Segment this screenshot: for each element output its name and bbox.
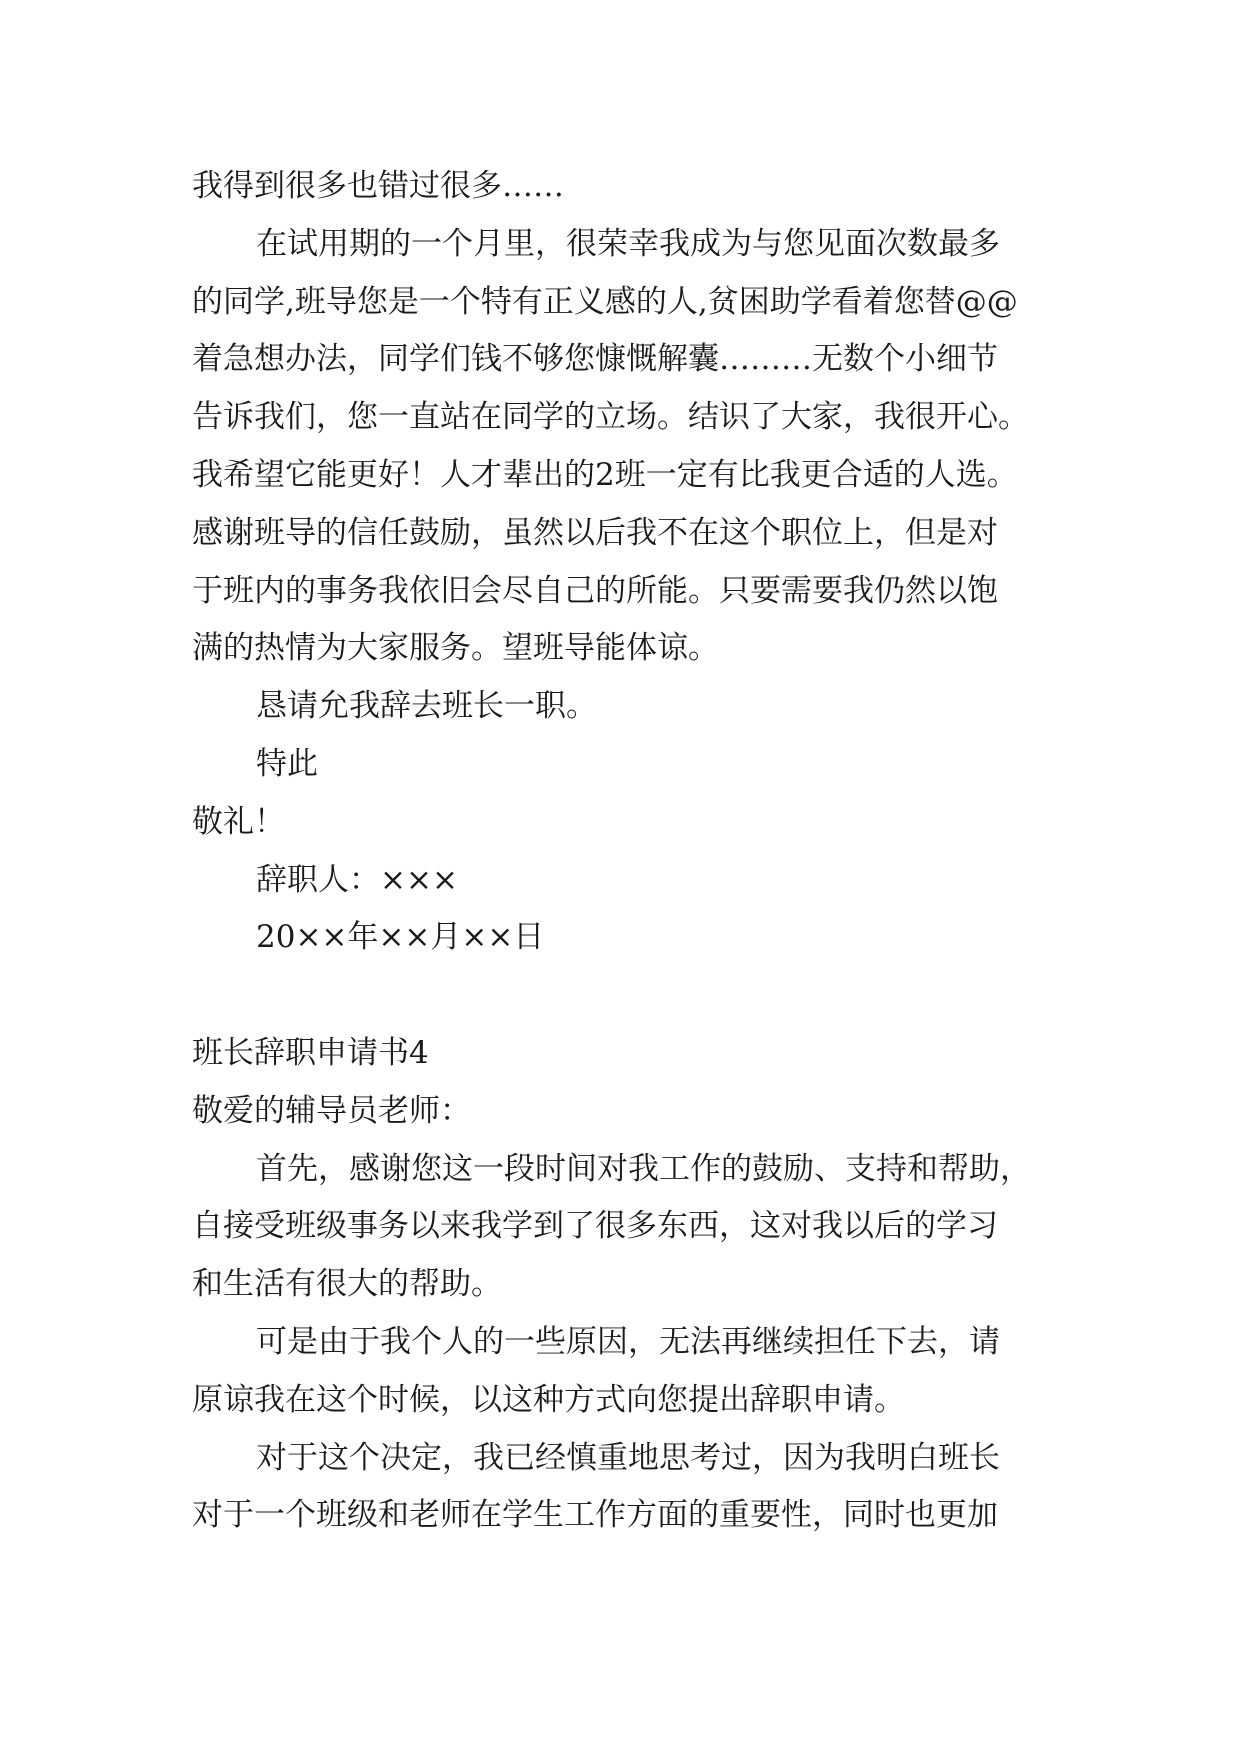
text-line: 原谅我在这个时候，以这种方式向您提出辞职申请。 [192,1381,905,1418]
text-line: 告诉我们，您一直站在同学的立场。结识了大家，我很开心。 [192,399,1029,436]
text-line: 20××年××月××日 [256,919,545,956]
text-line: 感谢班导的信任鼓励，虽然以后我不在这个职位上，但是对 [192,514,998,551]
text-line: 首先，感谢您这一段时间对我工作的鼓励、支持和帮助， [256,1150,1031,1187]
text-line: 我得到很多也错过很多…… [192,168,564,204]
text-line: 班长辞职申请书4 [192,1034,429,1071]
text-line: 敬爱的辅导员老师： [192,1092,471,1129]
blank-line [192,967,1072,1025]
text-line: 辞职人：××× [256,861,458,898]
text-line: 和生活有很大的帮助。 [192,1266,502,1303]
text-line: 敬礼！ [192,803,285,840]
text-line: 特此 [256,745,318,782]
document-body [192,158,1072,1545]
text-line: 可是由于我个人的一些原因，无法再继续担任下去，请 [256,1323,1000,1360]
text-line: 对于一个班级和老师在学生工作方面的重要性，同时也更加 [192,1497,998,1534]
text-line: 对于这个决定，我已经慎重地思考过，因为我明白班长 [256,1439,1000,1476]
text-line: 我希望它能更好！人才辈出的2班一定有比我更合适的人选。 [192,456,1018,493]
text-line: 自接受班级事务以来我学到了很多东西，这对我以后的学习 [192,1208,998,1245]
text-line: 在试用期的一个月里，很荣幸我成为与您见面次数最多 [256,225,1000,262]
text-line: 于班内的事务我依旧会尽自己的所能。只要需要我仍然以饱 [192,572,998,609]
text-line: 的同学,班导您是一个特有正义感的人,贫困助学看着您替@@ [192,283,1018,320]
text-line: 恳请允我辞去班长一职。 [256,688,597,725]
text-line: 满的热情为大家服务。望班导能体谅。 [192,630,719,667]
text-line: 着急想办法，同学们钱不够您慷慨解囊………无数个小细节 [192,341,998,378]
